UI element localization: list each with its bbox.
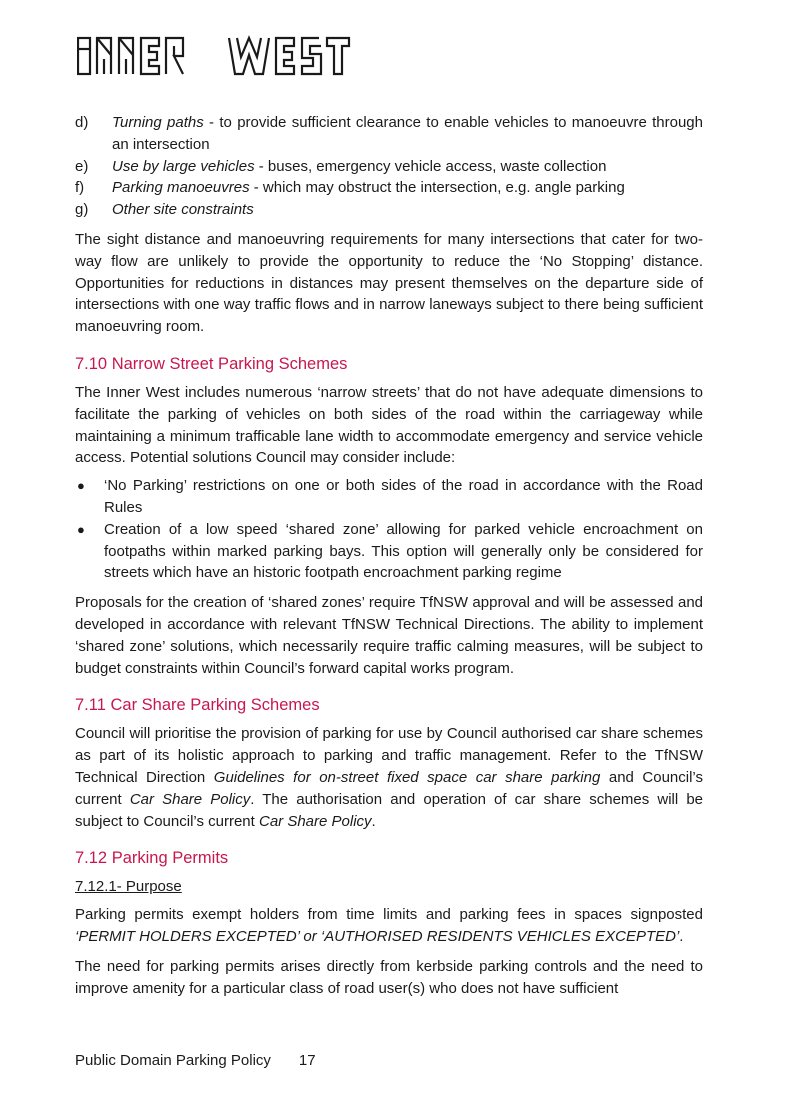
section-heading-7-12: 7.12 Parking Permits [75,849,229,868]
sight-distance-paragraph: The sight distance and manoeuvring requirements for many intersections that cater for two-way flow are unlikely to provide the opportunity to reduce the ‘No Stopping’ distance. Opportunities for reductions in distances may present themselves on the departure side of intersections with one way traffic flows and in narrow laneways subject to there being sufficient manoeuvring room. [75,230,703,336]
factor-list [75,112,703,221]
narrow-streets-intro: The Inner West includes numerous ‘narrow streets’ that do not have adequate dimensions to facilitate the parking of vehicles on both sides of the road within the carriageway while maintaining a minimum trafficable lane width to accommodate emergency and service vehicle access. Potential solutions Council may consider include: [75,383,703,467]
page-footer [75,1052,316,1069]
solutions-bullet-list [75,475,703,584]
section-heading-7-11: 7.11 Car Share Parking Schemes [75,696,320,715]
bullet-item: ● ‘No Parking’ restrictions on one or both sides of the road in accordance with the Road Rules [77,477,703,516]
bullet-item: ● Creation of a low speed ‘shared zone’ allowing for parked vehicle encroachment on footpaths within marked parking bays. This option will generally only be considered for streets which have an historic footpath encroachment parking regime [77,520,703,582]
list-text: to provide sufficient clearance to enable vehicles to manoeuvre through an intersection [112,114,703,153]
list-marker: d) [75,114,89,131]
permits-purpose-paragraph: Parking permits exempt holders from time limits and parking fees in spaces signposted ‘PERMIT HOLDERS EXCEPTED’ or ‘AUTHORISED RESIDENTS VEHICLES EXCEPTED’. [75,906,703,946]
shared-zones-paragraph: Proposals for the creation of ‘shared zones’ require TfNSW approval and will be assessed and developed in accordance with relevant TfNSW Technical Directions. The ability to implement ‘shared zone’ solutions, which necessarily require traffic calming measures, will be subject to budget constraints within Council’s forward capital works program. [75,594,703,677]
list-term: Turning paths [112,114,204,131]
list-marker: e) [75,157,89,175]
car-share-paragraph: Council will prioritise the provision of parking for use by Council authorised car share schemes as part of its holistic approach to parking and traffic management. Refer to the TfNSW Technical Direction Guidelines for on-street fixed space car share parking and Council’s current Car Share Policy. The authorisation and operation of car share schemes will be subject to Council’s current Car Share Policy. [75,725,704,830]
list-item: f) Parking manoeuvres - which may obstruct the intersection, e.g. angle parking [75,177,703,199]
list-text: which may obstruct the intersection, e.g. angle parking [262,179,625,197]
list-item: e) Use by large vehicles - buses, emergency vehicle access, waste collection [75,156,703,178]
permits-need-paragraph: The need for parking permits arises directly from kerbside parking controls and the need to improve amenity for a particular class of road user(s) who does not have sufficient [75,957,703,997]
list-term: Parking manoeuvres [112,179,250,197]
list-term: Other site constraints [112,201,254,219]
list-marker: f) [75,179,85,197]
page-content [75,112,703,1000]
inner-west-logo [77,35,372,77]
list-item: d) Turning paths - to provide sufficient clearance to enable vehicles to manoeuvre through an intersection [75,114,703,153]
list-term: Use by large vehicles [112,157,255,175]
footer-title: Public Domain Parking Policy [75,1052,271,1069]
bullet-icon: ● [77,478,85,494]
bullet-icon: ● [77,521,85,537]
subheading-7-12-1: 7.12.1- Purpose [75,878,182,896]
list-text: buses, emergency vehicle access, waste collection [267,157,607,175]
list-marker: g) [75,201,89,219]
list-item [75,199,703,221]
page-number: 17 [298,1052,316,1069]
section-heading-7-10: 7.10 Narrow Street Parking Schemes [75,354,348,373]
